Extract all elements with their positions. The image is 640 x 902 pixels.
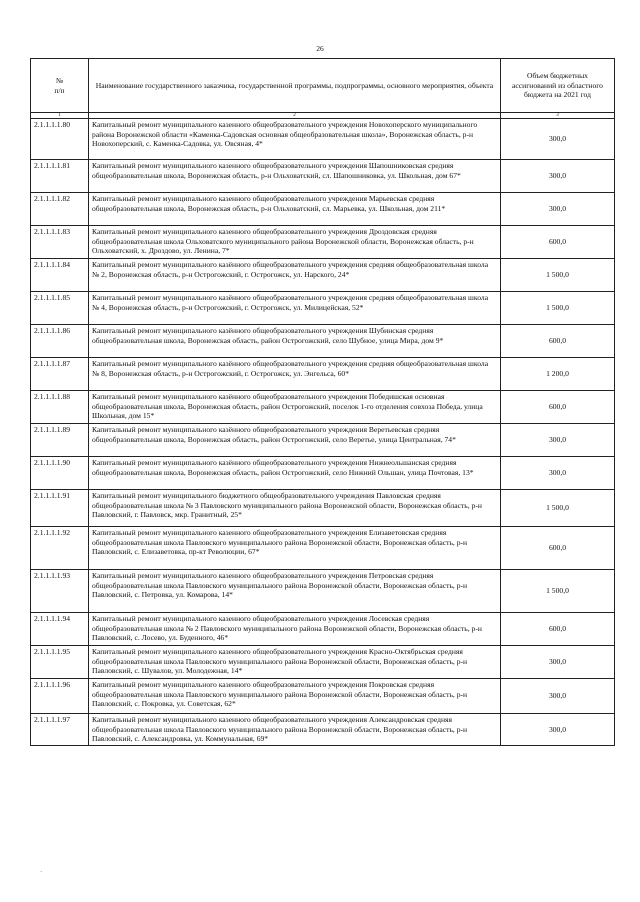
row-amount: 300,0 (501, 193, 615, 226)
table-row (31, 325, 615, 358)
row-number: 2.1.1.1.1.86 (31, 325, 89, 358)
table-row (31, 613, 615, 646)
row-number: 2.1.1.1.1.97 (31, 714, 89, 746)
table-row (31, 424, 615, 457)
row-number: 2.1.1.1.1.94 (31, 613, 89, 646)
row-description: Капитальный ремонт муниципального бюджетного общеобразовательного учреждения Павловская средняя общеобразовательная школа № 3 Павловского муниципального района Воронежской области, Воронежская область, р-н Павловский, г. Павловск, мкр. Гранитный, 25* (89, 490, 501, 527)
row-description: Капитальный ремонт муниципального казенного общеобразовательного учреждения Дроздовская средняя общеобразовательная школа Ольховатского муниципального района Воронежской области, Воронежская область, р-н Ольховатский, х. Дроздово, ул. Ленина, 7* (89, 226, 501, 259)
table-header-row (31, 59, 615, 113)
row-number: 2.1.1.1.1.89 (31, 424, 89, 457)
row-number: 2.1.1.1.1.83 (31, 226, 89, 259)
row-amount: 600,0 (501, 527, 615, 570)
row-description: Капитальный ремонт муниципального казенного общеобразовательного учреждения Покровская средняя общеобразовательная школа Павловского муниципального района Воронежской области, Воронежская область, р-н Павловский, с. Покровка, ул. Советская, 62* (89, 679, 501, 714)
row-amount: 300,0 (501, 119, 615, 160)
header-amount: Объем бюджетных ассигнований из областного бюджета на 2021 год (501, 59, 615, 113)
row-description: Капитальный ремонт муниципального казенного общеобразовательного учреждения Лосевская средняя общеобразовательная школа № 2 Павловского муниципального района Воронежской области, Воронежская область, р-н Павловский, с. Лосево, ул. Буденного, 46* (89, 613, 501, 646)
table-row (31, 226, 615, 259)
row-amount: 1 500,0 (501, 490, 615, 527)
row-amount: 1 500,0 (501, 570, 615, 613)
scan-mark: · (40, 868, 43, 876)
row-description: Капитальный ремонт муниципального казенного общеобразовательного учреждения Красно-Октябрьская средняя общеобразовательная школа Павловского муниципального района Воронежской области, Воронежская область, р-н Павловский, с. Шувалов, ул. Молодежная, 14* (89, 646, 501, 679)
row-amount: 300,0 (501, 714, 615, 746)
row-amount: 300,0 (501, 160, 615, 193)
table-row (31, 292, 615, 325)
row-number: 2.1.1.1.1.91 (31, 490, 89, 527)
row-amount: 600,0 (501, 325, 615, 358)
row-description: Капитальный ремонт муниципального казенного общеобразовательного учреждения Марьевская средняя общеобразовательная школа, Воронежская область, р-н Ольховатский, сл. Марьевка, ул. Школьная, дом 211* (89, 193, 501, 226)
row-amount: 300,0 (501, 424, 615, 457)
row-description: Капитальный ремонт муниципального казенного общеобразовательного учреждения Александровская средняя общеобразовательная школа Павловского муниципального района Воронежской области, Воронежская область, р-н Павловский, с. Александровка, ул. Коммунальная, 69* (89, 714, 501, 746)
row-amount: 1 500,0 (501, 292, 615, 325)
table-row (31, 391, 615, 424)
budget-table (30, 58, 615, 746)
row-number: 2.1.1.1.1.85 (31, 292, 89, 325)
row-description: Капитальный ремонт муниципального казенного общеобразовательного учреждения Шапошниковская средняя общеобразовательная школа, Воронежская область, р-н Ольховатский, сл. Шапошниковка, ул. Школьная, дом 67* (89, 160, 501, 193)
table-row (31, 527, 615, 570)
row-amount: 1 500,0 (501, 259, 615, 292)
row-number: 2.1.1.1.1.93 (31, 570, 89, 613)
table-row (31, 570, 615, 613)
table-row (31, 679, 615, 714)
row-amount: 600,0 (501, 391, 615, 424)
row-description: Капитальный ремонт муниципального казённого общеобразовательного учреждения средняя общеобразовательная школа № 8, Воронежская область, р-н Острогожский, г. Острогожск, ул. Энгельса, 60* (89, 358, 501, 391)
row-number: 2.1.1.1.1.82 (31, 193, 89, 226)
row-number: 2.1.1.1.1.88 (31, 391, 89, 424)
page-number: 26 (316, 44, 324, 53)
row-number: 2.1.1.1.1.90 (31, 457, 89, 490)
row-description: Капитальный ремонт муниципального казённого общеобразовательного учреждения Шубинская средняя общеобразовательная школа, Воронежская область, район Острогожский, село Шубное, улица Мира, дом 9* (89, 325, 501, 358)
row-description: Капитальный ремонт муниципального казённого общеобразовательного учреждения Нижнеольшанская средняя общеобразовательная школа, Воронежская область, район Острогожский, село Нижний Ольшан, улица Почтовая, 13* (89, 457, 501, 490)
row-number: 2.1.1.1.1.96 (31, 679, 89, 714)
column-number: 1 (31, 113, 89, 119)
row-number: 2.1.1.1.1.87 (31, 358, 89, 391)
table-body (31, 119, 615, 746)
row-description: Капитальный ремонт муниципального казённого общеобразовательного учреждения Победишская основная общеобразовательная школа, Воронежская область, район Острогожский, поселок 1-го отделения совхоза Победа, улица Школьная, дом 15* (89, 391, 501, 424)
row-amount: 600,0 (501, 226, 615, 259)
row-description: Капитальный ремонт муниципального казенного общеобразовательного учреждения Петровская средняя общеобразовательная школа Павловского муниципального района Воронежской области, Воронежская область, р-н Павловский, с. Петровка, ул. Комарова, 14* (89, 570, 501, 613)
table-row (31, 160, 615, 193)
header-name: Наименование государственного заказчика, государственной программы, подпрограммы, основного мероприятия, объекта (89, 59, 501, 113)
table-row (31, 646, 615, 679)
table-row (31, 490, 615, 527)
row-description: Капитальный ремонт муниципального казённого общеобразовательного учреждения средняя общеобразовательная школа № 4, Воронежская область, р-н Острогожский, г. Острогожск, ул. Милицейская, 52* (89, 292, 501, 325)
column-number: 2 (89, 113, 501, 119)
row-amount: 1 200,0 (501, 358, 615, 391)
table-row (31, 119, 615, 160)
row-amount: 600,0 (501, 613, 615, 646)
row-description: Капитальный ремонт муниципального казённого общеобразовательного учреждения средняя общеобразовательная школа № 2, Воронежская область, р-н Острогожский, г. Острогожск, ул. Нарского, 24* (89, 259, 501, 292)
table-row (31, 193, 615, 226)
row-amount: 300,0 (501, 679, 615, 714)
row-number: 2.1.1.1.1.80 (31, 119, 89, 160)
table-row (31, 358, 615, 391)
row-amount: 300,0 (501, 457, 615, 490)
table-row (31, 457, 615, 490)
row-description: Капитальный ремонт муниципального казённого общеобразовательного учреждения Веретьевская средняя общеобразовательная школа, Воронежская область, район Острогожский, село Веретье, улица Центральная, 74* (89, 424, 501, 457)
table-row (31, 259, 615, 292)
row-description: Капитальный ремонт муниципального казенного общеобразовательного учреждения Елизаветовская средняя общеобразовательная школа Павловского муниципального района Воронежской области, Воронежская область, р-н Павловский, с. Елизаветовка, пр-кт Революции, 67* (89, 527, 501, 570)
table-row (31, 714, 615, 746)
row-description: Капитальный ремонт муниципального казенного общеобразовательного учреждения Новохоперского муниципального района Воронежской области «Каменка-Садовская основная общеобразовательная школа», Воронежская область, р-н Новохоперский, с. Каменка-Садовка, ул. Овсяная, 4* (89, 119, 501, 160)
row-amount: 300,0 (501, 646, 615, 679)
header-number: № п/п (31, 59, 89, 113)
row-number: 2.1.1.1.1.84 (31, 259, 89, 292)
column-number: 3 (501, 113, 615, 119)
row-number: 2.1.1.1.1.81 (31, 160, 89, 193)
row-number: 2.1.1.1.1.92 (31, 527, 89, 570)
row-number: 2.1.1.1.1.95 (31, 646, 89, 679)
